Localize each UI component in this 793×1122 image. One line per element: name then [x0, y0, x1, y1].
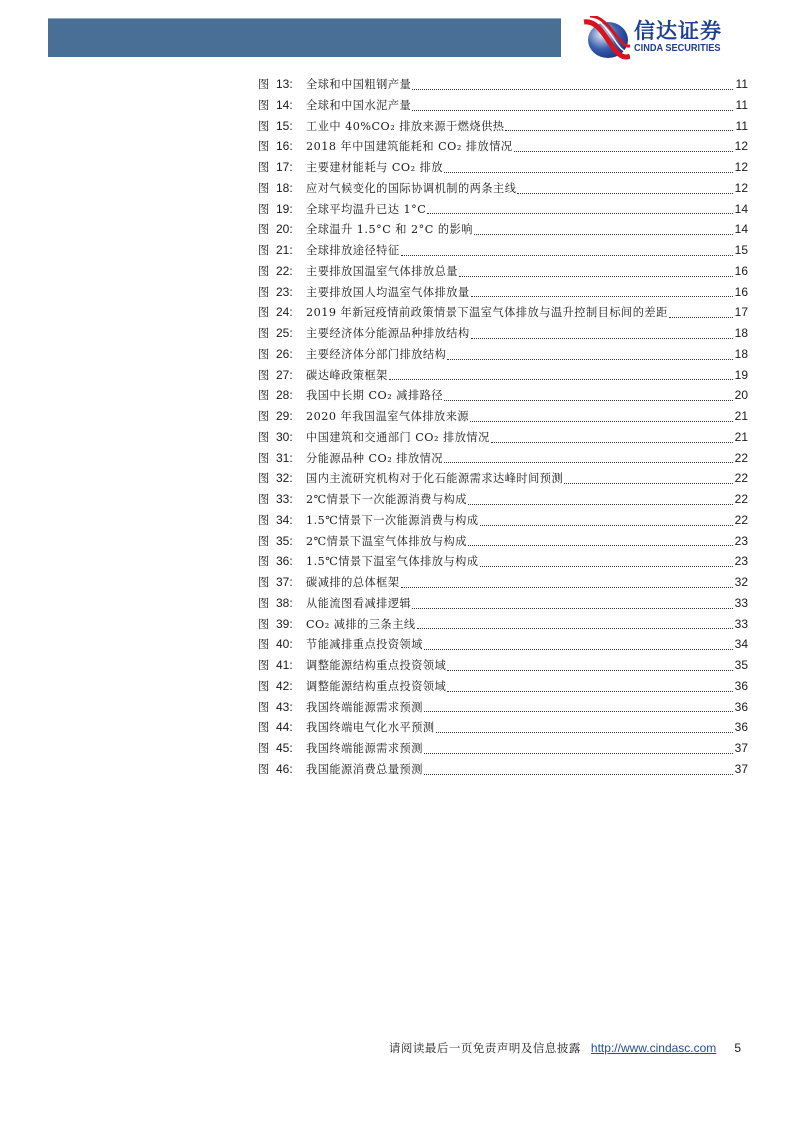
- figure-title: 碳减排的总体框架: [306, 576, 400, 589]
- figure-prefix: 图: [258, 78, 270, 91]
- figure-prefix: 图: [258, 762, 270, 776]
- dot-leader: [447, 669, 733, 671]
- dot-leader: [669, 316, 733, 318]
- figure-prefix: 图: [258, 306, 270, 320]
- toc-entry[interactable]: [258, 282, 748, 303]
- figure-title: 我国能源消费总量预测: [306, 762, 423, 776]
- logo-name-en: CINDA SECURITIES: [634, 43, 721, 54]
- figure-page-number: 17: [734, 305, 748, 320]
- dot-leader: [459, 275, 733, 277]
- dot-leader: [444, 399, 733, 401]
- toc-entry[interactable]: [258, 489, 748, 510]
- figure-prefix: 图: [258, 285, 270, 299]
- figure-number: 25:: [276, 326, 293, 340]
- cinda-logo-icon: [582, 16, 630, 60]
- figure-number: 14:: [276, 97, 293, 112]
- figure-page-number: 19: [734, 367, 748, 382]
- figure-page-number: 33: [734, 595, 748, 610]
- figure-page-number: 22: [734, 450, 748, 465]
- toc-entry[interactable]: [258, 510, 748, 531]
- figure-page-number: 32: [734, 575, 748, 589]
- figure-prefix: 图: [258, 327, 270, 340]
- figure-page-number: 21: [734, 429, 748, 444]
- disclaimer-note: 请阅读最后一页免责声明及信息披露: [388, 1041, 581, 1055]
- figure-page-number: 22: [734, 492, 748, 506]
- figure-page-number: 18: [734, 346, 748, 361]
- dot-leader: [505, 129, 733, 131]
- dot-leader: [444, 171, 733, 173]
- figure-prefix: 图: [258, 244, 270, 257]
- figure-page-number: 20: [734, 388, 748, 403]
- toc-entry[interactable]: [258, 116, 748, 137]
- figure-prefix: 图: [258, 742, 270, 755]
- logo-name-cn: 信达证券: [634, 19, 722, 43]
- figure-number: 30:: [276, 429, 293, 444]
- figure-page-number: 11: [735, 118, 748, 133]
- figure-title: 全球排放途径特征: [306, 244, 400, 257]
- figure-prefix: 图: [258, 700, 270, 714]
- toc-entry[interactable]: [258, 157, 748, 178]
- figure-page-number: 37: [734, 741, 748, 755]
- figure-number: 27:: [276, 367, 293, 382]
- toc-entry[interactable]: [258, 551, 748, 572]
- figure-title: 我国中长期 CO₂ 减排路径: [306, 389, 444, 403]
- dot-leader: [444, 461, 733, 463]
- figure-prefix: 图: [258, 347, 270, 361]
- figure-title: 主要建材能耗与 CO₂ 排放: [306, 161, 444, 174]
- figure-prefix: 图: [258, 98, 270, 112]
- figure-page-number: 15: [734, 243, 748, 257]
- figure-number: 43:: [276, 699, 293, 714]
- figure-prefix: 图: [258, 410, 270, 423]
- dot-leader: [471, 337, 733, 339]
- page-footer: [389, 1040, 741, 1056]
- toc-entry[interactable]: [258, 323, 748, 344]
- figure-title: 我国终端电气化水平预测: [306, 721, 435, 735]
- toc-entry[interactable]: [258, 655, 748, 676]
- figure-number: 33:: [276, 492, 293, 506]
- header-banner: [48, 18, 561, 57]
- figure-title: 应对气候变化的国际协调机制的两条主线: [306, 181, 517, 195]
- figure-page-number: 16: [734, 284, 748, 299]
- toc-entry[interactable]: [258, 634, 748, 655]
- figure-title: 全球温升 1.5°C 和 2°C 的影响: [306, 223, 473, 237]
- figure-title: 2020 年我国温室气体排放来源: [306, 410, 470, 423]
- dot-leader: [401, 586, 733, 588]
- toc-entry[interactable]: [258, 738, 748, 759]
- figure-number: 32:: [276, 471, 293, 486]
- figure-number: 16:: [276, 139, 293, 154]
- figure-title: 从能流图看减排逻辑: [306, 596, 412, 610]
- figure-page-number: 18: [734, 326, 748, 340]
- figure-title: 国内主流研究机构对于化石能源需求达峰时间预测: [306, 472, 564, 486]
- figure-title: 我国终端能源需求预测: [306, 700, 423, 714]
- figure-number: 19:: [276, 201, 293, 216]
- figure-number: 45:: [276, 741, 293, 755]
- website-link[interactable]: http://www.cindasc.com: [590, 1041, 717, 1055]
- dot-leader: [436, 731, 733, 733]
- dot-leader: [470, 420, 733, 422]
- dot-leader: [424, 752, 733, 754]
- figure-prefix: 图: [258, 679, 270, 693]
- figure-prefix: 图: [258, 638, 270, 652]
- figure-prefix: 图: [258, 161, 270, 174]
- figure-title: 节能减排重点投资领域: [306, 638, 423, 652]
- figure-prefix: 图: [258, 264, 270, 278]
- dot-leader: [447, 690, 733, 692]
- figure-prefix: 图: [258, 389, 270, 403]
- dot-leader: [514, 150, 733, 152]
- toc-entry[interactable]: [258, 302, 748, 323]
- figure-number: 35:: [276, 533, 293, 548]
- figure-number: 40:: [276, 637, 293, 652]
- figure-title: 2℃情景下温室气体排放与构成: [306, 534, 467, 548]
- toc-entry[interactable]: [258, 385, 748, 406]
- figure-title: 碳达峰政策框架: [306, 368, 388, 382]
- dot-leader: [471, 295, 733, 297]
- figure-title: 调整能源结构重点投资领域: [306, 679, 447, 693]
- dot-leader: [468, 503, 733, 505]
- toc-entry[interactable]: [258, 406, 748, 427]
- dot-leader: [389, 378, 733, 380]
- figure-prefix: 图: [258, 534, 270, 548]
- dot-leader: [491, 441, 733, 443]
- figure-number: 18:: [276, 180, 293, 195]
- figure-page-number: 11: [735, 97, 748, 112]
- figure-number: 29:: [276, 409, 293, 423]
- figure-page-number: 34: [734, 637, 748, 652]
- figure-page-number: 12: [734, 160, 748, 174]
- figure-prefix: 图: [258, 472, 270, 486]
- toc-entry[interactable]: [258, 136, 748, 157]
- figure-number: 24:: [276, 305, 293, 320]
- figure-number: 15:: [276, 118, 293, 133]
- toc-entry[interactable]: [258, 219, 748, 240]
- figure-number: 21:: [276, 243, 293, 257]
- dot-leader: [480, 565, 733, 567]
- dot-leader: [427, 212, 733, 214]
- figure-title: 2019 年新冠疫情前政策情景下温室气体排放与温升控制目标间的差距: [306, 306, 668, 320]
- figure-prefix: 图: [258, 202, 270, 216]
- dot-leader: [424, 773, 733, 775]
- figure-number: 38:: [276, 595, 293, 610]
- figure-title: 分能源品种 CO₂ 排放情况: [306, 451, 444, 465]
- dot-leader: [517, 192, 733, 194]
- figure-title: 主要排放国温室气体排放总量: [306, 264, 458, 278]
- toc-entry[interactable]: [258, 240, 748, 261]
- figure-page-number: 21: [734, 409, 748, 423]
- figure-title: 1.5℃情景下一次能源消费与构成: [306, 513, 479, 527]
- figure-number: 22:: [276, 263, 293, 278]
- figure-number: 41:: [276, 658, 293, 672]
- dot-leader: [412, 88, 733, 90]
- figure-title: 主要排放国人均温室气体排放量: [306, 285, 470, 299]
- dot-leader: [412, 607, 733, 609]
- toc-entry[interactable]: [258, 178, 748, 199]
- toc-entry[interactable]: [258, 344, 748, 365]
- toc-entry[interactable]: [258, 261, 748, 282]
- dot-leader: [412, 109, 733, 111]
- figure-page-number: 23: [734, 533, 748, 548]
- dot-leader: [417, 627, 733, 629]
- figure-prefix: 图: [258, 493, 270, 506]
- figure-number: 42:: [276, 678, 293, 693]
- figure-page-number: 22: [734, 512, 748, 527]
- figure-number: 13:: [276, 77, 293, 91]
- figure-page-number: 36: [734, 678, 748, 693]
- figure-number: 46:: [276, 761, 293, 776]
- figure-prefix: 图: [258, 223, 270, 237]
- figure-page-number: 36: [734, 720, 748, 735]
- figure-prefix: 图: [258, 596, 270, 610]
- figure-title: 工业中 40%CO₂ 排放来源于燃烧供热: [306, 119, 505, 133]
- figure-prefix: 图: [258, 181, 270, 195]
- figure-title: CO₂ 减排的三条主线: [306, 617, 416, 631]
- figure-title: 1.5℃情景下温室气体排放与构成: [306, 555, 479, 569]
- figure-title: 中国建筑和交通部门 CO₂ 排放情况: [306, 430, 490, 444]
- toc-entry[interactable]: [258, 572, 748, 593]
- figure-page-number: 33: [734, 616, 748, 631]
- figure-prefix: 图: [258, 659, 270, 672]
- dot-leader: [424, 710, 733, 712]
- figure-title: 我国终端能源需求预测: [306, 742, 423, 755]
- toc-entry[interactable]: [258, 697, 748, 718]
- figure-number: 20:: [276, 222, 293, 237]
- figure-page-number: 22: [734, 471, 748, 486]
- figure-prefix: 图: [258, 451, 270, 465]
- toc-entry[interactable]: [258, 468, 748, 489]
- figure-page-number: 16: [734, 263, 748, 278]
- figure-page-number: 36: [734, 699, 748, 714]
- figure-page-number: 11: [735, 77, 748, 91]
- figure-number: 39:: [276, 616, 293, 631]
- dot-leader: [401, 254, 733, 256]
- figure-title: 2℃情景下一次能源消费与构成: [306, 493, 467, 506]
- dot-leader: [564, 482, 733, 484]
- figure-number: 28:: [276, 388, 293, 403]
- figure-title: 主要经济体分部门排放结构: [306, 347, 447, 361]
- figure-prefix: 图: [258, 721, 270, 735]
- figure-prefix: 图: [258, 513, 270, 527]
- figure-page-number: 23: [734, 554, 748, 569]
- figure-prefix: 图: [258, 617, 270, 631]
- figure-title: 全球和中国水泥产量: [306, 98, 412, 112]
- figure-prefix: 图: [258, 576, 270, 589]
- toc-entry[interactable]: [258, 448, 748, 469]
- toc-entry[interactable]: [258, 593, 748, 614]
- figure-page-number: 14: [734, 201, 748, 216]
- figure-prefix: 图: [258, 119, 270, 133]
- figure-prefix: 图: [258, 430, 270, 444]
- figure-number: 31:: [276, 450, 293, 465]
- dot-leader: [474, 233, 733, 235]
- figure-page-number: 12: [734, 139, 748, 154]
- figure-number: 44:: [276, 720, 293, 735]
- dot-leader: [468, 544, 733, 546]
- figure-number: 26:: [276, 346, 293, 361]
- figure-prefix: 图: [258, 555, 270, 569]
- company-logo: [582, 16, 782, 60]
- figure-prefix: 图: [258, 368, 270, 382]
- figure-number: 23:: [276, 284, 293, 299]
- figure-number: 34:: [276, 512, 293, 527]
- figure-title: 主要经济体分能源品种排放结构: [306, 327, 470, 340]
- toc-entry[interactable]: [258, 759, 748, 780]
- figure-number: 17:: [276, 160, 293, 174]
- toc-entry[interactable]: [258, 74, 748, 95]
- dot-leader: [424, 648, 733, 650]
- figure-title: 调整能源结构重点投资领域: [306, 659, 447, 672]
- toc-entry[interactable]: [258, 614, 748, 635]
- figure-index-list: [258, 74, 748, 780]
- toc-entry[interactable]: [258, 676, 748, 697]
- figure-title: 全球和中国粗钢产量: [306, 78, 412, 91]
- dot-leader: [480, 524, 733, 526]
- dot-leader: [447, 358, 733, 360]
- figure-title: 全球平均温升已达 1°C: [306, 202, 427, 216]
- figure-page-number: 35: [734, 658, 748, 672]
- toc-entry[interactable]: [258, 717, 748, 738]
- figure-page-number: 12: [734, 180, 748, 195]
- toc-entry[interactable]: [258, 365, 748, 386]
- figure-title: 2018 年中国建筑能耗和 CO₂ 排放情况: [306, 140, 513, 154]
- toc-entry[interactable]: [258, 531, 748, 552]
- figure-number: 36:: [276, 554, 293, 569]
- figure-page-number: 14: [734, 222, 748, 237]
- page-number: 5: [734, 1041, 741, 1055]
- toc-entry[interactable]: [258, 95, 748, 116]
- figure-number: 37:: [276, 575, 293, 589]
- toc-entry[interactable]: [258, 427, 748, 448]
- toc-entry[interactable]: [258, 199, 748, 220]
- figure-page-number: 37: [734, 761, 748, 776]
- figure-prefix: 图: [258, 140, 270, 154]
